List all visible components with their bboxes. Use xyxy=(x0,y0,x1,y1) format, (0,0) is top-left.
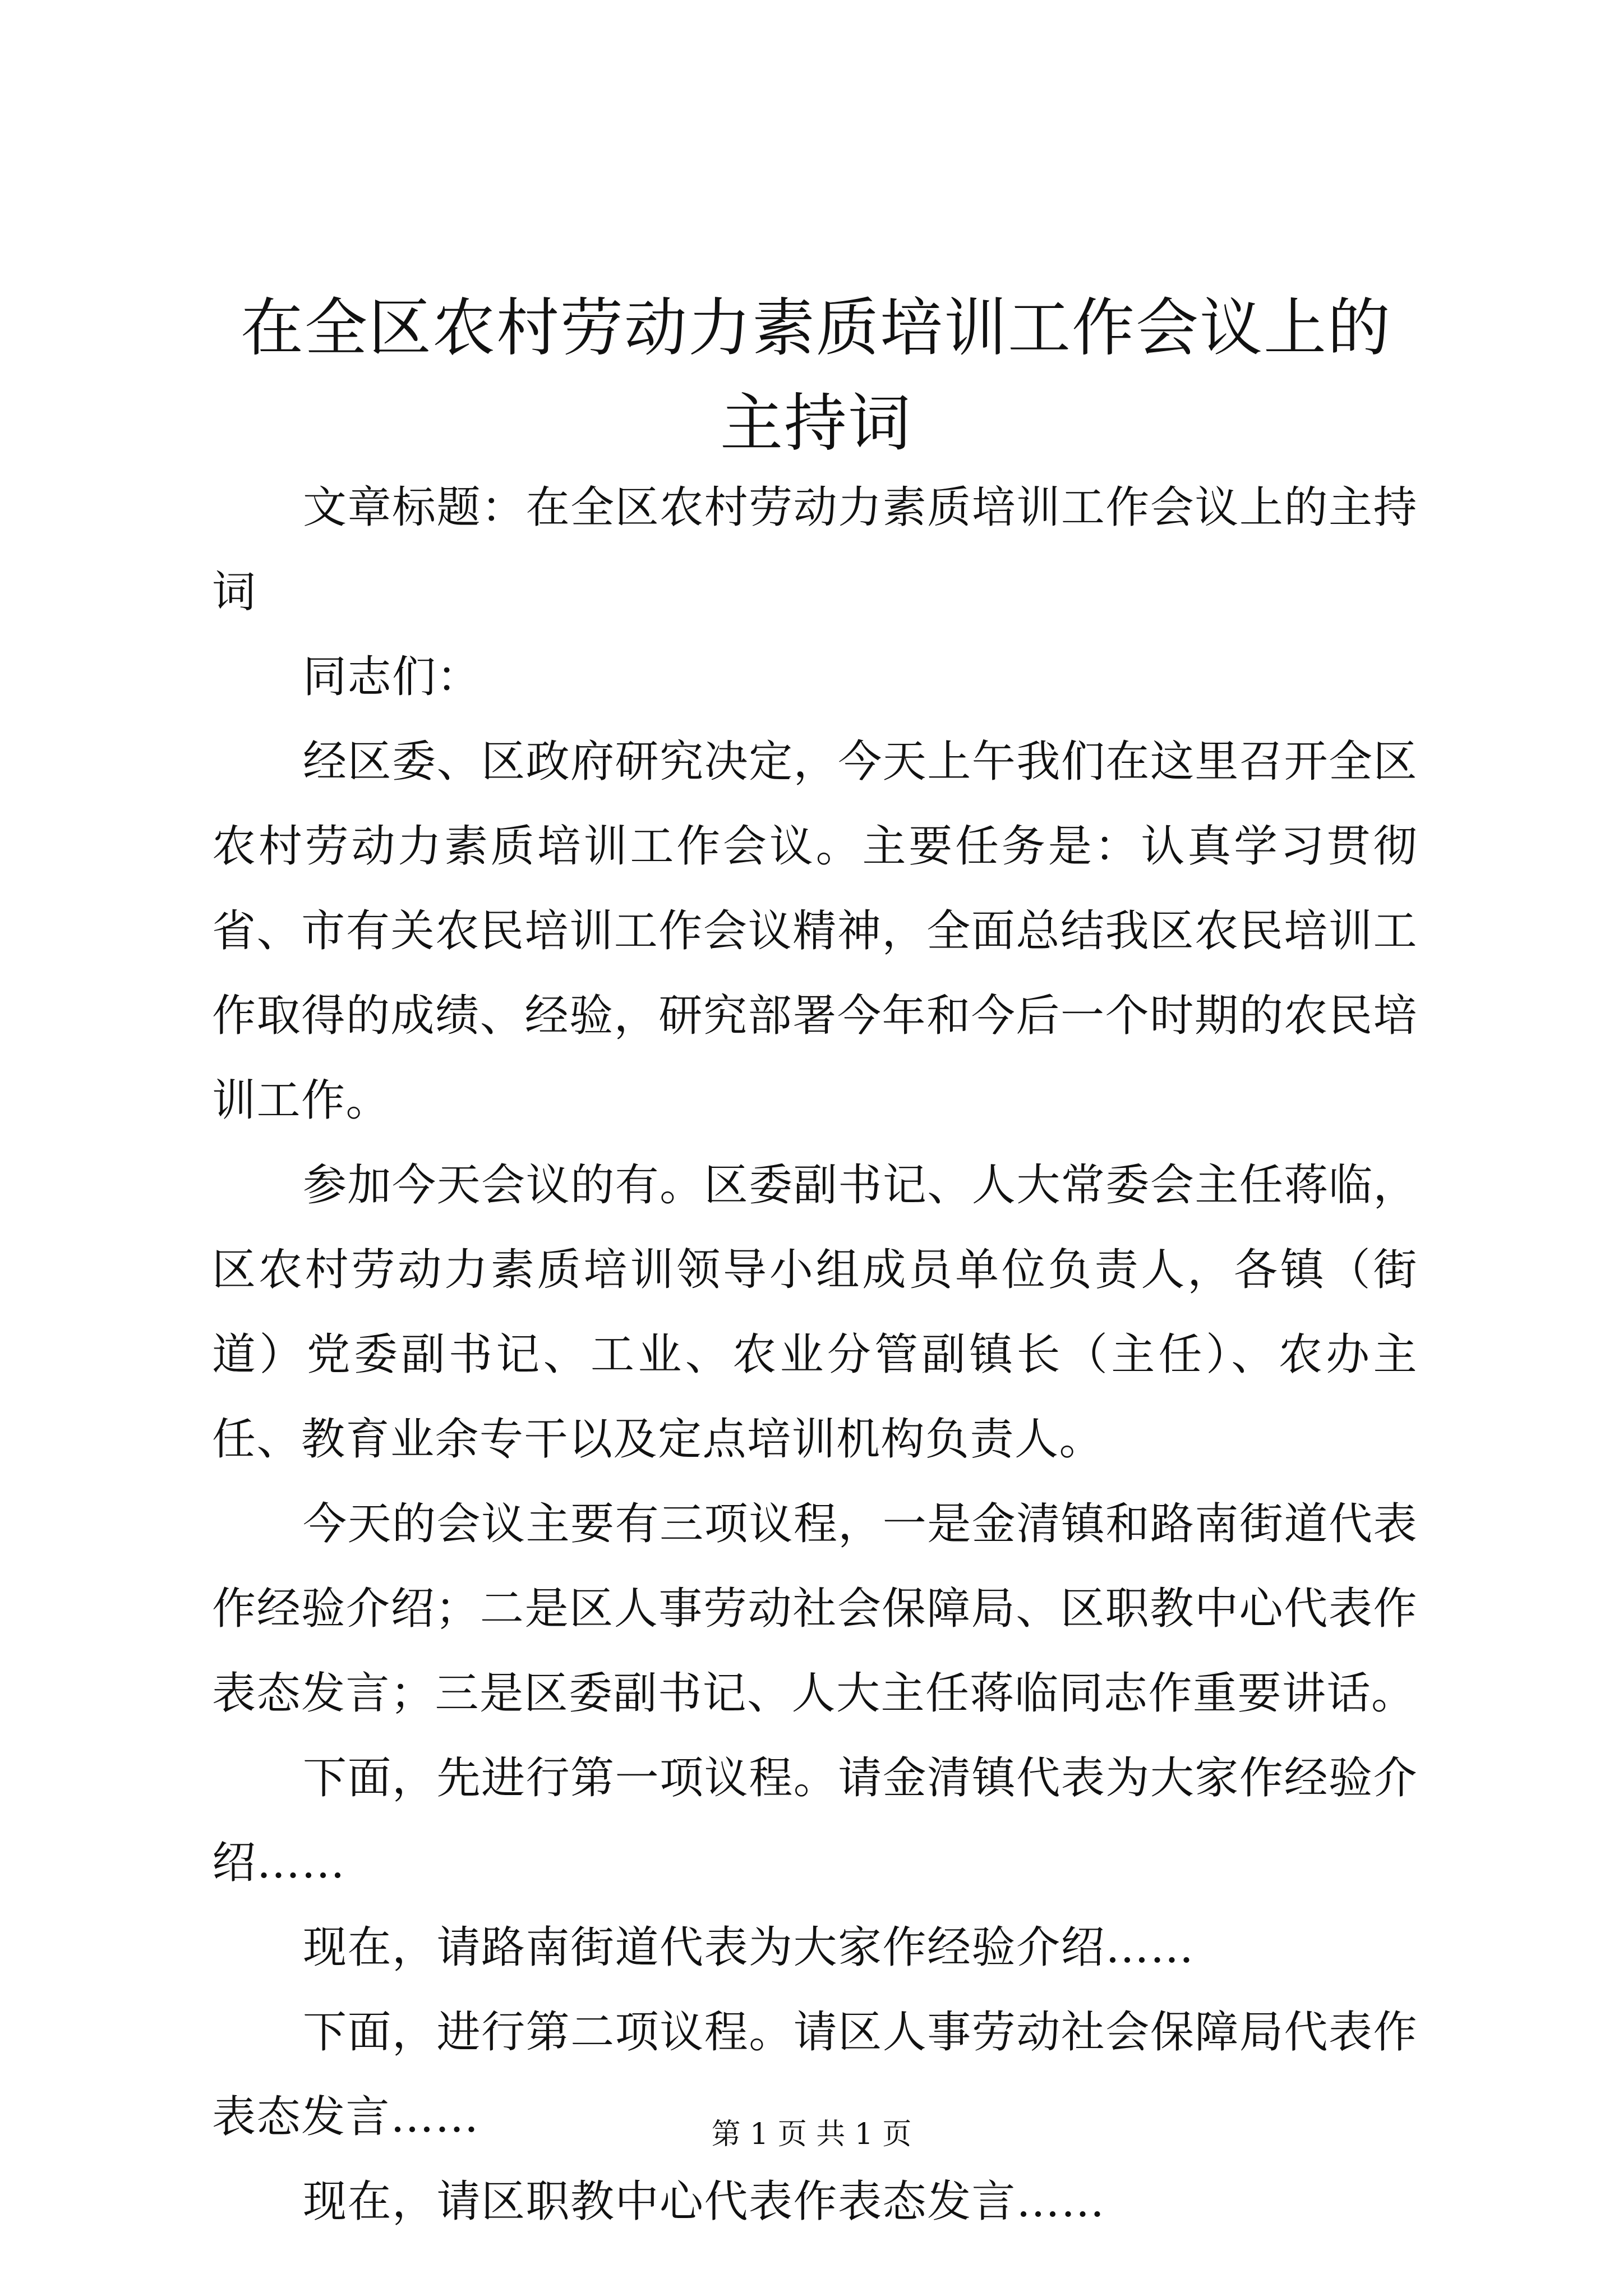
page-number-footer: 第 1 页 共 1 页 xyxy=(711,2118,912,2151)
document-body xyxy=(212,466,1418,2244)
paragraph-attendees: 参加今天会议的有。区委副书记、人大常委会主任蒋临，区农村劳动力素质培训领导小组成员单位负责人，各镇（街道）党委副书记、工业、农业分管副镇长（主任）、农办主任、教育业余专干以及定点培训机构负责人。 xyxy=(212,1160,1418,1465)
paragraph-salutation: 同志们： xyxy=(303,652,482,702)
paragraph-vocational-center-speech: 现在，请区职教中心代表作表态发言…… xyxy=(303,2177,1106,2227)
paragraph-item-two: 下面，进行第二项议程。请区人事劳动社会保障局代表作表态发言…… xyxy=(212,2007,1418,2142)
paragraph-item-one: 下面，先进行第一项议程。请金清镇代表为大家作经验介绍…… xyxy=(212,1753,1418,1888)
paragraph-purpose: 经区委、区政府研究决定，今天上午我们在这里召开全区农村劳动力素质培训工作会议。主要任务是：认真学习贯彻省、市有关农民培训工作会议精神，全面总结我区农民培训工作取得的成绩、经验，研究部署今年和今后一个时期的农民培训工作。 xyxy=(212,737,1418,1126)
paragraph-article-title: 文章标题：在全区农村劳动力素质培训工作会议上的主持词 xyxy=(212,482,1418,618)
paragraph-lunan-speech: 现在，请路南街道代表为大家作经验介绍…… xyxy=(303,1922,1195,1973)
paragraph-agenda: 今天的会议主要有三项议程，一是金清镇和路南街道代表作经验介绍；二是区人事劳动社会保障局、区职教中心代表作表态发言；三是区委副书记、人大主任蒋临同志作重要讲话。 xyxy=(212,1499,1418,1719)
document-title: 在全区农村劳动力素质培训工作会议上的主持词 xyxy=(241,292,1391,460)
